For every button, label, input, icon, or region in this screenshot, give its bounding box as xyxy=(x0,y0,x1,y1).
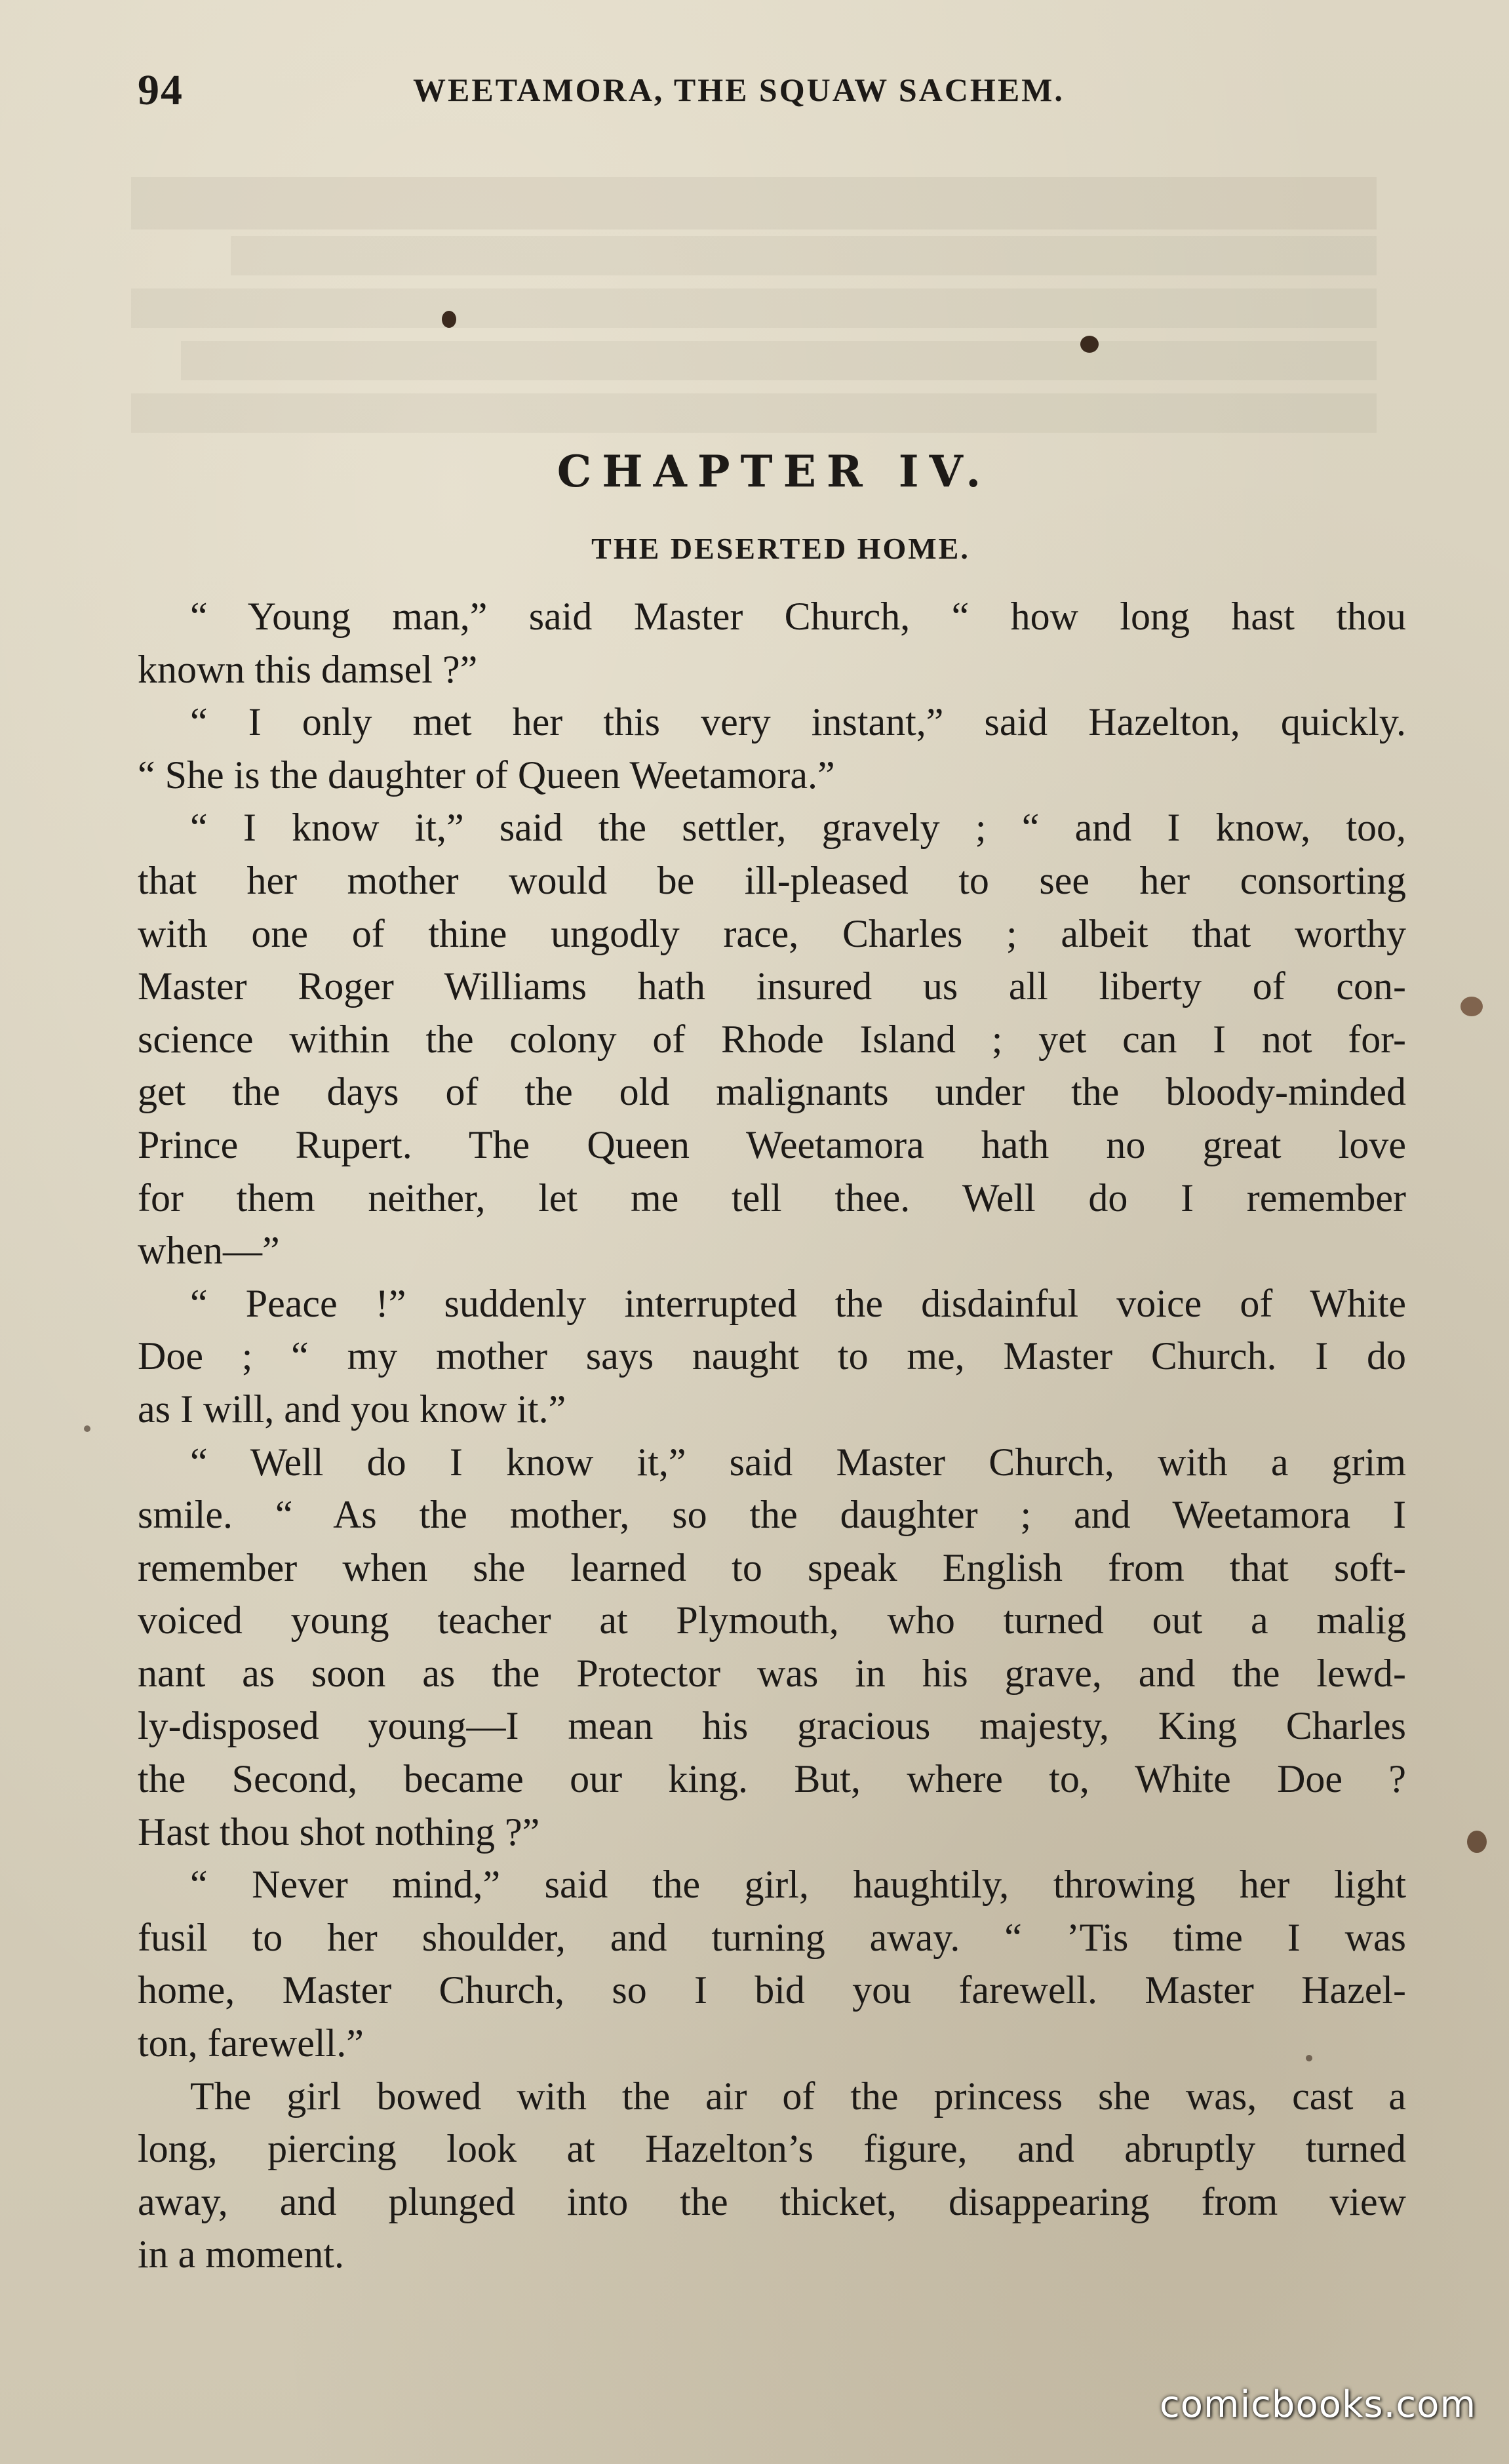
watermark: comicbooks.com xyxy=(1159,2383,1476,2426)
running-title: WEETAMORA, THE SQUAW SACHEM. xyxy=(413,71,1065,108)
chapter-subtitle: THE DESERTED HOME. xyxy=(591,532,970,565)
paper-spot xyxy=(84,1425,90,1432)
text-line: “ I know it,” said the settler, gravely ; “ and I know, too, xyxy=(190,806,1406,850)
text-line: “ Peace !” suddenly interrupted the disdainful voice of White xyxy=(190,1281,1406,1325)
paper-spot xyxy=(442,311,456,328)
text-line: long, piercing look at Hazelton’s figure, and abruptly turned xyxy=(138,2127,1406,2171)
text-line: Hast thou shot nothing ?” xyxy=(138,1810,540,1854)
text-line: Doe ; “ my mother says naught to me, Master Church. I do xyxy=(138,1334,1406,1378)
text-line: The girl bowed with the air of the princess she was, cast a xyxy=(190,2074,1406,2118)
text-line: in a moment. xyxy=(138,2233,344,2276)
show-through-text xyxy=(131,177,1377,452)
text-line: ly-disposed young—I mean his gracious majesty, King Charles xyxy=(138,1704,1406,1748)
text-line: when—” xyxy=(138,1229,280,1273)
paper-spot xyxy=(1467,1831,1487,1853)
text-line: with one of thine ungodly race, Charles ; albeit that worthy xyxy=(138,911,1406,955)
text-line: as I will, and you know it.” xyxy=(138,1387,566,1431)
text-line: get the days of the old malignants under the bloody-minded xyxy=(138,1070,1406,1114)
text-line: Master Roger Williams hath insured us all liberty of con- xyxy=(138,964,1406,1008)
paper-spot xyxy=(1080,336,1099,353)
text-line: that her mother would be ill-pleased to see her consorting xyxy=(138,858,1406,902)
running-head xyxy=(138,66,1416,118)
page-number: 94 xyxy=(138,66,184,114)
chapter-title: CHAPTER IV. xyxy=(557,446,992,497)
text-line: the Second, became our king. But, where to, White Doe ? xyxy=(138,1757,1406,1801)
text-line: voiced young teacher at Plymouth, who turned out a malig xyxy=(138,1599,1406,1642)
text-line: “ I only met her this very instant,” said Hazelton, quickly. xyxy=(190,700,1406,744)
text-line: “ Never mind,” said the girl, haughtily, throwing her light xyxy=(190,1863,1406,1907)
text-line: Prince Rupert. The Queen Weetamora hath no great love xyxy=(138,1123,1406,1166)
paper-spot xyxy=(1306,2055,1312,2061)
text-line: “ She is the daughter of Queen Weetamora.” xyxy=(138,753,835,797)
text-line: known this damsel ?” xyxy=(138,647,478,691)
text-line: smile. “ As the mother, so the daughter ; and Weetamora I xyxy=(138,1493,1406,1537)
text-line: “ Young man,” said Master Church, “ how long hast thou xyxy=(190,595,1406,638)
text-line: fusil to her shoulder, and turning away. “ ’Tis time I was xyxy=(138,1915,1406,1959)
text-line: for them neither, let me tell thee. Well do I remember xyxy=(138,1176,1406,1220)
text-line: home, Master Church, so I bid you farewell. Master Hazel- xyxy=(138,1968,1406,2012)
paper-spot xyxy=(1460,997,1483,1016)
text-line: away, and plunged into the thicket, disappearing from view xyxy=(138,2179,1406,2223)
text-line: “ Well do I know it,” said Master Church, with a grim xyxy=(190,1440,1406,1484)
body-text xyxy=(138,590,1406,2281)
text-line: nant as soon as the Protector was in his grave, and the lewd- xyxy=(138,1651,1406,1695)
text-line: remember when she learned to speak English from that soft- xyxy=(138,1545,1406,1589)
text-line: science within the colony of Rhode Island ; yet can I not for- xyxy=(138,1017,1406,1061)
text-line: ton, farewell.” xyxy=(138,2021,364,2065)
